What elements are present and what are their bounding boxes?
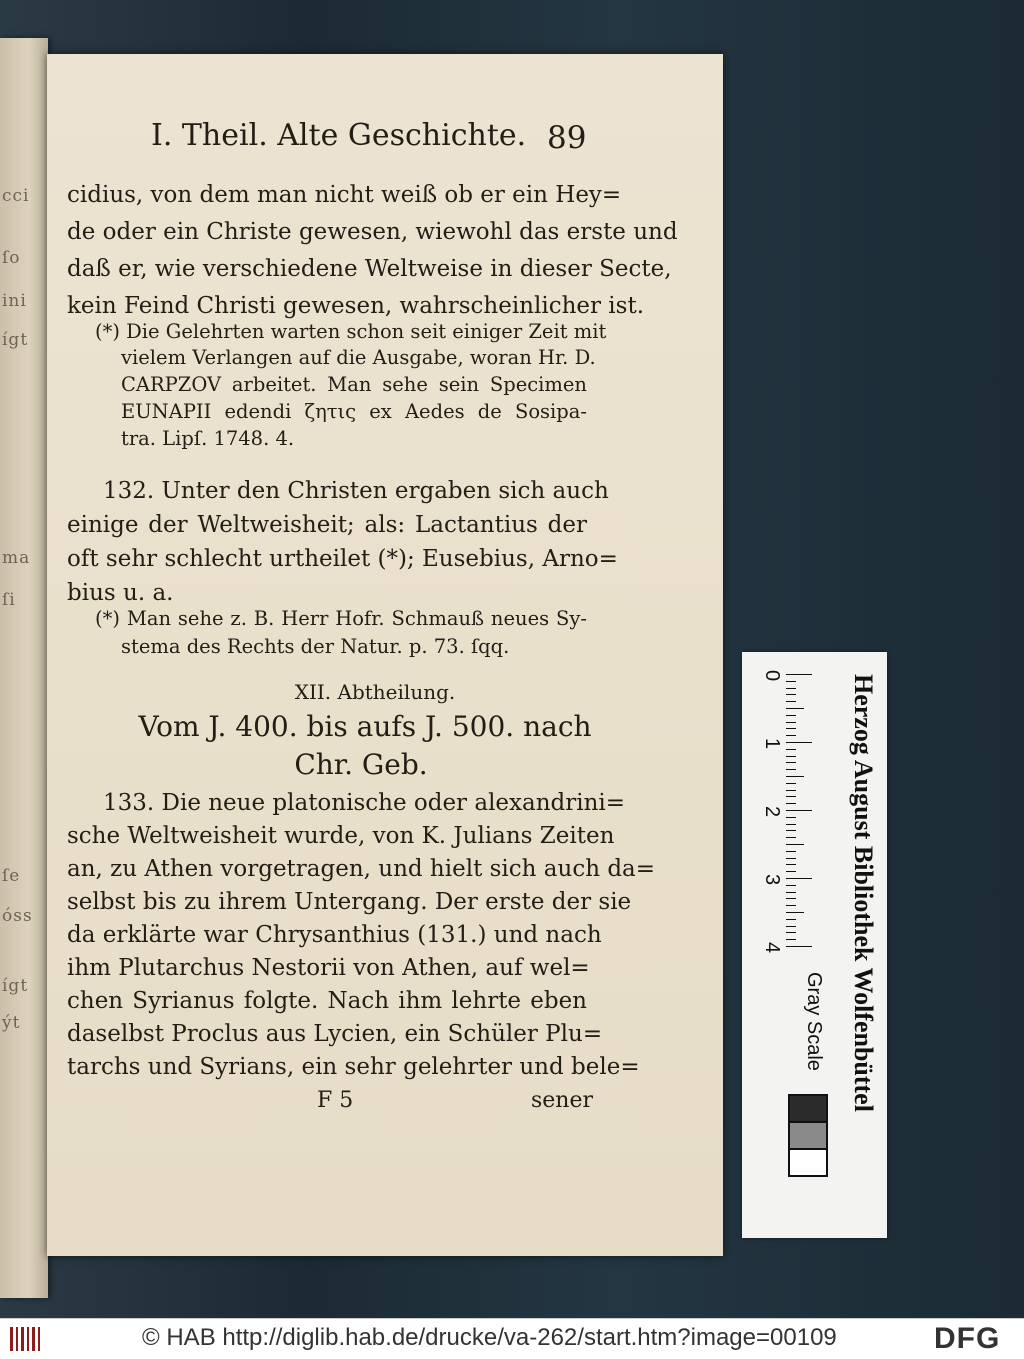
text-line: de oder ein Christe gewesen, wiewohl das erste und [67, 219, 678, 245]
text-line: daselbst Proclus aus Lycien, ein Schüler Plu= [67, 1021, 603, 1047]
ruler-tick [786, 912, 804, 913]
ruler-number: 3 [761, 874, 783, 886]
ruler-tick [786, 926, 796, 927]
ruler-tick [786, 728, 796, 729]
left-page-fragment: óss [2, 906, 33, 926]
text-line: da erklärte war Chrysanthius (131.) und nach [67, 922, 602, 948]
gray-swatch-dark [788, 1094, 828, 1123]
running-head: I. Theil. Alte Geschichte. [151, 118, 527, 153]
left-page-fragment: ſe [2, 866, 21, 886]
ruler-tick [786, 871, 796, 872]
ruler-tick [786, 878, 812, 879]
ruler-tick [786, 701, 796, 702]
ruler-tick [786, 756, 796, 757]
text-line: sche Weltweisheit wurde, von K. Julians Zeiten [67, 823, 615, 849]
ruler-tick [786, 769, 796, 770]
left-page-fragment: ini [2, 291, 27, 311]
section-label: XII. Abtheilung. [294, 680, 456, 704]
library-brand-label: Herzog August Bibliothek Wolfenbüttel [849, 674, 878, 1112]
ruler-tick [786, 932, 796, 933]
left-page-fragment: ſo [2, 248, 21, 268]
gray-swatch-mid [788, 1121, 828, 1150]
text-line: kein Feind Christi gewesen, wahrscheinlicher ist. [67, 293, 645, 319]
section-title: Chr. Geb. [294, 748, 428, 781]
footnote-line: vielem Verlangen auf die Ausgabe, woran Hr. D. [121, 346, 596, 369]
footnote-line: stema des Rechts der Natur. p. 73. ſqq. [121, 635, 510, 658]
left-page-fragment: ma [2, 548, 31, 568]
text-line: selbst bis zu ihrem Untergang. Der erste der sie [67, 889, 632, 915]
text-line: an, zu Athen vorgetragen, und hielt sich auch da= [67, 856, 656, 882]
ruler-number: 0 [761, 670, 783, 682]
ruler-number: 1 [761, 738, 783, 750]
footnote-line: EUNAPII edendi ζητις ex Aedes de Sosipa- [121, 400, 587, 423]
left-page-fragment: cci [2, 186, 30, 206]
ruler-tick [786, 885, 796, 886]
ruler-tick [786, 783, 796, 784]
ruler-tick [786, 735, 796, 736]
ruler-tick [786, 864, 796, 865]
ruler-tick [786, 837, 796, 838]
ruler-tick [786, 851, 796, 852]
ruler-tick [786, 742, 812, 743]
text-line: 132. Unter den Christen ergaben sich auch [103, 478, 609, 504]
ruler-tick [786, 762, 796, 763]
ruler-tick [786, 681, 796, 682]
ruler-tick [786, 892, 796, 893]
ruler-tick [786, 715, 796, 716]
book-page [47, 54, 723, 1256]
ruler-tick [786, 708, 804, 709]
ruler-tick [786, 688, 796, 689]
text-line: einige der Weltweisheit; als: Lactantius der [67, 512, 587, 538]
ruler-tick [786, 674, 812, 675]
section-title: Vom J. 400. bis aufs J. 500. nach [138, 710, 592, 743]
ruler-tick [786, 919, 796, 920]
ruler-tick [786, 817, 796, 818]
gray-scale-label: Gray Scale [803, 972, 825, 1071]
ruler-tick [786, 722, 796, 723]
barcode-logo-icon [8, 1323, 42, 1355]
left-page-fragment: ígt [2, 976, 29, 996]
ruler-tick [786, 790, 796, 791]
ruler-number: 4 [761, 942, 783, 954]
ruler-number: 2 [761, 806, 783, 818]
ruler-tick [786, 796, 796, 797]
gray-swatch-white [788, 1148, 828, 1177]
ruler-tick [786, 776, 804, 777]
text-line: chen Syrianus folgte. Nach ihm lehrte eben [67, 988, 587, 1014]
ruler-tick [786, 803, 796, 804]
text-line: ihm Plutarchus Nestorii von Athen, auf wel= [67, 955, 590, 981]
footnote-line: CARPZOV arbeitet. Man sehe sein Specimen [121, 373, 587, 396]
page-number: 89 [547, 120, 587, 156]
ruler-tick [786, 946, 812, 947]
text-line: tarchs und Syrians, ein sehr gelehrter und bele= [67, 1054, 640, 1080]
ruler-tick [786, 694, 796, 695]
footnote-line: (*) Die Gelehrten warten schon seit einiger Zeit mit [95, 320, 607, 343]
ruler-tick [786, 830, 796, 831]
text-line: bius u. a. [67, 580, 174, 606]
footnote-line: tra. Lipſ. 1748. 4. [121, 427, 295, 450]
ruler-tick [786, 844, 804, 845]
catchword: sener [531, 1088, 594, 1113]
left-page-fragment: ýt [2, 1013, 21, 1033]
left-page-fragment: ſi [2, 590, 16, 610]
text-line: cidius, von dem man nicht weiß ob er ein Hey= [67, 182, 622, 208]
text-line: 133. Die neue platonische oder alexandrini= [103, 790, 626, 816]
ruler-tick [786, 749, 796, 750]
copyright-link[interactable]: © HAB http://diglib.hab.de/drucke/va-262/start.htm?image=00109 [142, 1324, 837, 1351]
color-calibration-card [742, 652, 887, 1238]
signature-mark: F 5 [317, 1088, 354, 1113]
ruler-tick [786, 858, 796, 859]
footer-bar [0, 1318, 1024, 1359]
footnote-line: (*) Man sehe z. B. Herr Hofr. Schmauß neues Sy- [95, 607, 587, 630]
dfg-logo: DFG [934, 1322, 1001, 1355]
left-page-fragment: ígt [2, 330, 29, 350]
text-line: daß er, wie verschiedene Weltweise in dieser Secte, [67, 256, 672, 282]
ruler-tick [786, 810, 812, 811]
left-page-edge [0, 38, 48, 1298]
ruler-tick [786, 898, 796, 899]
ruler-tick [786, 939, 796, 940]
ruler-tick [786, 905, 796, 906]
text-line: oft sehr schlecht urtheilet (*); Eusebius, Arno= [67, 546, 618, 572]
ruler-tick [786, 824, 796, 825]
